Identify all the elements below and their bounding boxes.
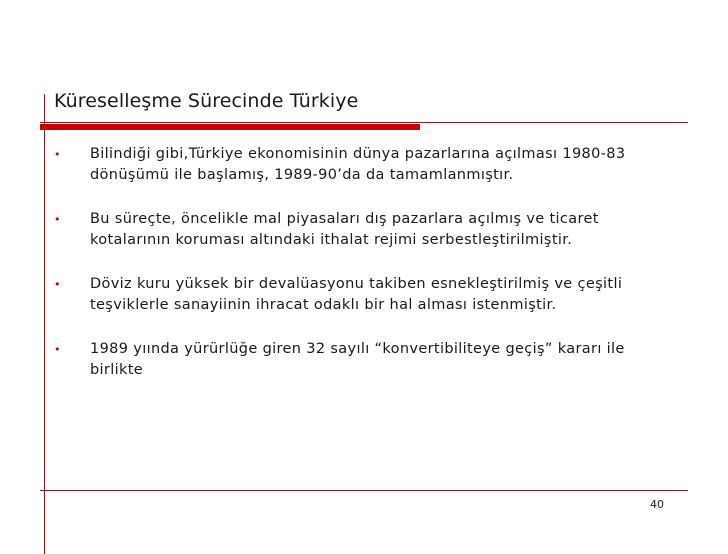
bullet-item <box>50 209 680 251</box>
bullet-list <box>50 144 680 404</box>
bullet-item <box>50 339 680 381</box>
left-rule <box>44 94 45 554</box>
title-underline-thin <box>40 122 688 123</box>
bullet-dot-icon: • <box>54 343 61 356</box>
footer-rule <box>40 490 688 491</box>
bullet-item <box>50 144 680 186</box>
bullet-text: Bu süreçte, öncelikle mal piyasaları dış pazarlara açılmış ve ticaret kotalarının koruması altındaki ithalat rejimi serbestleştirilmiştir. <box>90 211 599 248</box>
bullet-text: Bilindiği gibi,Türkiye ekonomisinin dünya pazarlarına açılması 1980-83 dönüşümü ile başlamış, 1989-90’da da tamamlanmıştır. <box>90 146 626 183</box>
bullet-dot-icon: • <box>54 278 61 291</box>
bullet-dot-icon: • <box>54 148 61 161</box>
bullet-item <box>50 274 680 316</box>
page-number: 40 <box>650 498 664 511</box>
bullet-text: Döviz kuru yüksek bir devalüasyonu takiben esnekleştirilmiş ve çeşitli teşviklerle sanayiinin ihracat odaklı bir hal alması istenmiştir. <box>90 276 623 313</box>
slide-title: Küreselleşme Sürecinde Türkiye <box>54 90 359 112</box>
bullet-dot-icon: • <box>54 213 61 226</box>
title-underline-thick <box>40 124 420 130</box>
bullet-text: 1989 yıında yürürlüğe giren 32 sayılı “konvertibiliteye geçiş” kararı ile birlikte <box>90 341 625 378</box>
